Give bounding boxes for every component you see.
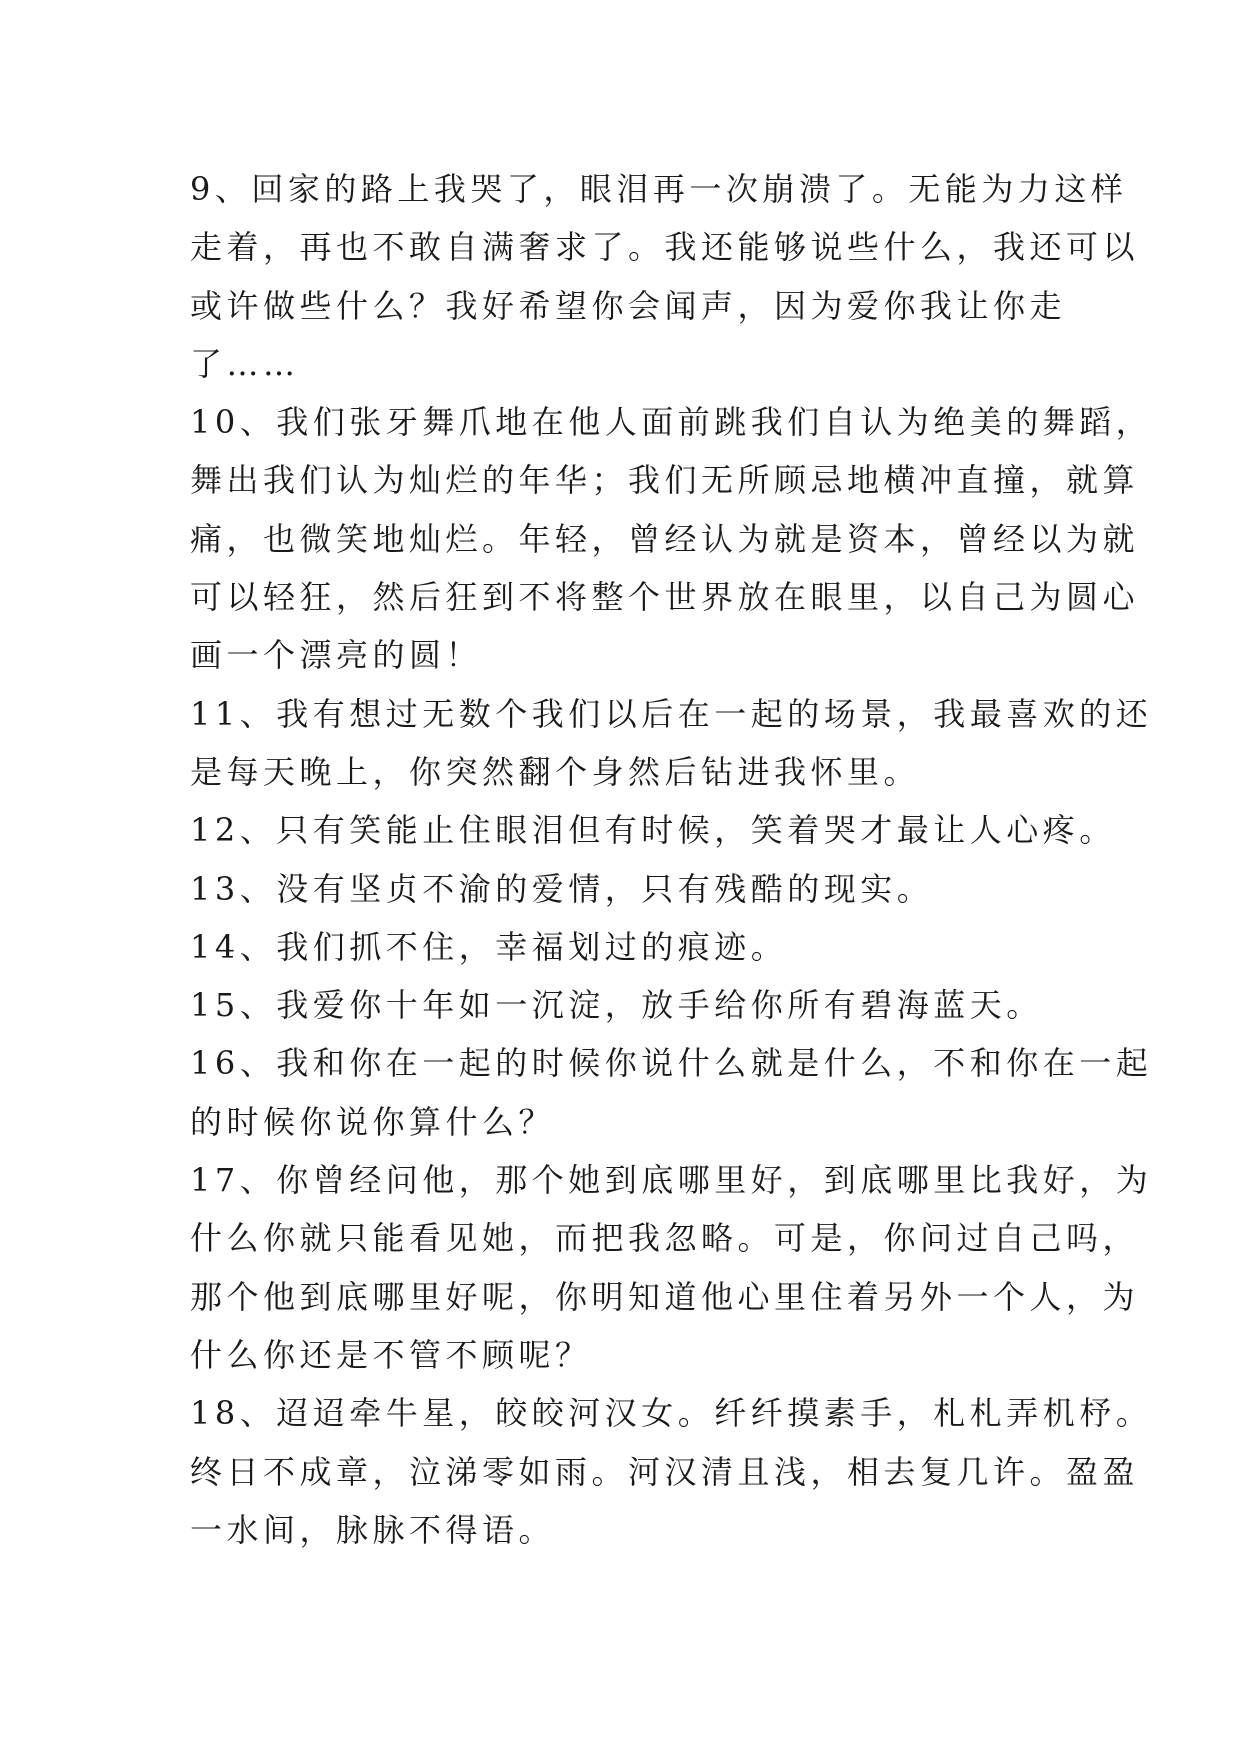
text-line: 痛，也微笑地灿烂。年轻，曾经认为就是资本，曾经以为就 bbox=[190, 519, 1140, 558]
text-line: 什么你就只能看见她，而把我忽略。可是，你问过自己吗， bbox=[190, 1219, 1140, 1258]
text-line: 17、你曾经问他，那个她到底哪里好，到底哪里比我好，为 bbox=[190, 1161, 1153, 1200]
text-line: 10、我们张牙舞爪地在他人面前跳我们自认为绝美的舞蹈， bbox=[190, 403, 1153, 442]
text-line: 13、没有坚贞不渝的爱情，只有残酷的现实。 bbox=[190, 869, 934, 908]
text-line: 什么你还是不管不顾呢？ bbox=[190, 1335, 592, 1374]
text-line: 走着，再也不敢自满奢求了。我还能够说些什么，我还可以 bbox=[190, 228, 1140, 267]
document-body bbox=[190, 160, 1153, 1559]
text-line: 了…… bbox=[190, 344, 300, 383]
text-line: 终日不成章，泣涕零如雨。河汉清且浅，相去复几许。盈盈 bbox=[190, 1452, 1140, 1491]
text-line: 12、只有笑能止住眼泪但有时候，笑着哭才最让人心疼。 bbox=[190, 811, 1116, 850]
text-line: 18、迢迢牵牛星，皎皎河汉女。纤纤摸素手，札札弄机杼。 bbox=[190, 1394, 1153, 1433]
text-line: 舞出我们认为灿烂的年华；我们无所顾忌地横冲直撞，就算 bbox=[190, 461, 1140, 500]
text-line: 11、我有想过无数个我们以后在一起的场景，我最喜欢的还 bbox=[190, 694, 1153, 733]
text-line: 一水间，脉脉不得语。 bbox=[190, 1510, 556, 1549]
text-line: 的时候你说你算什么？ bbox=[190, 1102, 556, 1141]
text-line: 15、我爱你十年如一沉淀，放手给你所有碧海蓝天。 bbox=[190, 986, 1043, 1025]
text-line: 那个他到底哪里好呢，你明知道他心里住着另外一个人，为 bbox=[190, 1277, 1140, 1316]
text-line: 可以轻狂，然后狂到不将整个世界放在眼里，以自己为圆心 bbox=[190, 578, 1140, 617]
text-line: 16、我和你在一起的时候你说什么就是什么，不和你在一起 bbox=[190, 1044, 1153, 1083]
text-line: 9、回家的路上我哭了，眼泪再一次崩溃了。无能为力这样 bbox=[190, 170, 1128, 208]
text-line: 或许做些什么？我好希望你会闻声，因为爱你我让你走 bbox=[190, 286, 1067, 325]
text-line: 14、我们抓不住，幸福划过的痕迹。 bbox=[190, 927, 788, 966]
text-line: 画一个漂亮的圆！ bbox=[190, 636, 483, 675]
text-line: 是每天晚上，你突然翻个身然后钻进我怀里。 bbox=[190, 752, 921, 791]
